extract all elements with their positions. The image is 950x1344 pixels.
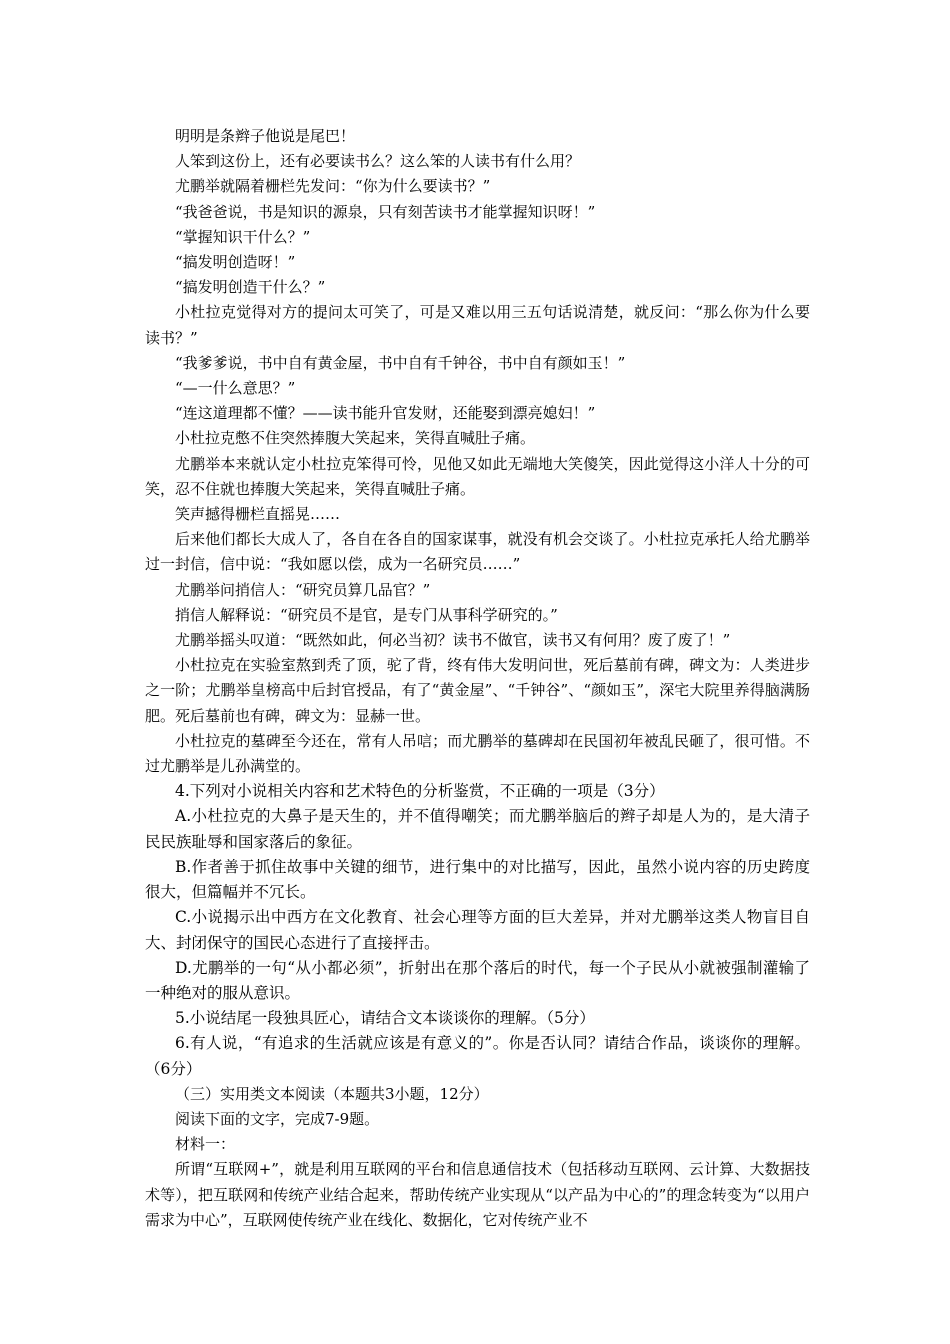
- story-paragraph: “搞发明创造干什么？”: [175, 278, 326, 297]
- story-paragraph: 明明是条辫子他说是尾巴！: [175, 127, 356, 145]
- question-6: 6.有人说，“有追求的生活就应该是有意义的”。你是否认同？请结合作品，谈谈你的理解。（6分）: [145, 1034, 810, 1078]
- story-paragraph: “搞发明创造呀！”: [175, 253, 296, 272]
- material-text: 所谓“互联网+”，就是利用互联网的平台和信息通信技术（包括移动互联网、云计算、大数据技术等），把互联网和传统产业结合起来，帮助传统产业实现从“以产品为中心的”的理念转变为“以用户需求为中心”，互联网使传统产业在线化、数据化，它对传统产业不: [145, 1160, 810, 1229]
- story-paragraph: 小杜拉克憋不住突然捧腹大笑起来，笑得直喊肚子痛。: [175, 429, 536, 448]
- story-paragraph: 小杜拉克的墓碑至今还在，常有人吊唁；而尤鹏举的墓碑却在民国初年被乱民砸了，很可惜。不过尤鹏举是儿孙满堂的。: [145, 731, 810, 776]
- story-paragraph: 小杜拉克在实验室熬到秃了顶，驼了背，终有伟大发明问世，死后墓前有碑，碑文为：人类进步之一阶；尤鹏举皇榜高中后封官授品，有了“黄金屋”、“千钟谷”、“颜如玉”，深宅大院里养得脑满肠肥。死后墓前也有碑，碑文为：显赫一世。: [145, 656, 810, 725]
- story-paragraph: “掌握知识干什么？”: [175, 227, 311, 246]
- story-paragraph: “我爹爹说，书中自有黄金屋，书中自有千钟谷，书中自有颜如玉！”: [175, 353, 626, 372]
- question-4: 4.下列对小说相关内容和艺术特色的分析鉴赏，不正确的一项是（3分）: [175, 782, 665, 801]
- section-three: [145, 1082, 810, 1233]
- section-heading: （三）实用类文本阅读（本题共3小题，12分）: [175, 1084, 489, 1103]
- question-5: 5.小说结尾一段独具匠心，请结合文本谈谈你的理解。（5分）: [175, 1009, 595, 1028]
- story-paragraph: “连这道理都不懂？——读书能升官发财，还能娶到漂亮媳妇！”: [175, 404, 596, 423]
- story-excerpt: [145, 124, 810, 779]
- option-a: A.小杜拉克的大鼻子是天生的，并不值得嘲笑；而尤鹏举脑后的辫子却是人为的，是大清子民民族耻辱和国家落后的象征。: [145, 807, 810, 851]
- story-paragraph: 捎信人解释说：“研究员不是官，是专门从事科学研究的。”: [175, 605, 558, 624]
- story-paragraph: 尤鹏举本来就认定小杜拉克笨得可怜，见他又如此无端地大笑傻笑，因此觉得这小洋人十分的可笑，忍不住就也捧腹大笑起来，笑得直喊肚子痛。: [145, 454, 810, 498]
- section-instruction: 阅读下面的文字，完成7-9题。: [175, 1109, 380, 1128]
- option-c: C.小说揭示出中西方在文化教育、社会心理等方面的巨大差异，并对尤鹏举这类人物盲目自大、封闭保守的国民心态进行了直接抨击。: [145, 908, 810, 952]
- story-paragraph: 小杜拉克觉得对方的提问太可笑了，可是又难以用三五句话说清楚，就反问：“那么你为什么要读书？”: [145, 303, 810, 347]
- story-paragraph: 尤鹏举就隔着栅栏先发问：“你为什么要读书？”: [175, 177, 491, 196]
- option-d: D.尤鹏举的一句“从小都必须”，折射出在那个落后的时代，每一个子民从小就被强制灌输了一种绝对的服从意识。: [145, 958, 810, 1002]
- question-block: [145, 779, 810, 1081]
- story-paragraph: “我爸爸说，书是知识的源泉，只有刻苦读书才能掌握知识呀！”: [175, 202, 596, 221]
- option-b: B.作者善于抓住故事中关键的细节，进行集中的对比描写，因此，虽然小说内容的历史跨度很大，但篇幅并不冗长。: [145, 857, 810, 902]
- story-paragraph: 笑声撼得栅栏直摇晃……: [175, 505, 341, 524]
- document-page: [145, 124, 810, 1233]
- story-paragraph: 尤鹏举摇头叹道：“既然如此，何必当初？读书不做官，读书又有何用？废了废了！”: [175, 631, 731, 650]
- story-paragraph: “—一什么意思？”: [175, 379, 296, 398]
- story-paragraph: 人笨到这份上，还有必要读书么？这么笨的人读书有什么用？: [175, 152, 581, 171]
- material-label: 材料一：: [175, 1135, 236, 1154]
- story-paragraph: 尤鹏举问捎信人：“研究员算几品官？”: [175, 580, 431, 599]
- story-paragraph: 后来他们都长大成人了，各自在各自的国家谋事，就没有机会交谈了。小杜拉克承托人给尤鹏举过一封信，信中说：“我如愿以偿，成为一名研究员……”: [145, 530, 810, 574]
